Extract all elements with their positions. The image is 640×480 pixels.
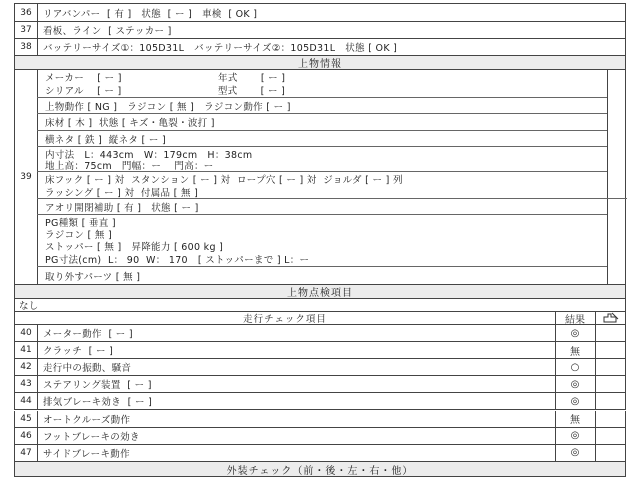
- row-text: 看板、ライン [ ステッカー ]: [43, 26, 172, 37]
- run-check-row: [14, 376, 626, 393]
- row-number: 36: [15, 4, 38, 21]
- check-result: 無: [570, 346, 580, 358]
- row-number: 42: [15, 359, 38, 375]
- floor-line: [37, 114, 607, 131]
- aori-text: アオリ開閉補助 [ 有 ] 状態 [ ー ]: [45, 202, 199, 214]
- row-number: 47: [15, 445, 38, 461]
- hand-pencil-icon-glyph: [602, 312, 620, 324]
- inspect-note: なし: [19, 301, 39, 312]
- run-check-header: 走行チェック項目: [243, 314, 327, 325]
- col-divider: [595, 376, 596, 392]
- row-38: [14, 39, 626, 56]
- section-header-upper: 上物情報: [14, 56, 626, 70]
- col-divider: [595, 428, 596, 444]
- removable-parts-line: [37, 267, 607, 285]
- pg-remote-line: ラジコン [ 無 ]: [45, 229, 112, 241]
- col-divider: [595, 445, 596, 461]
- run-check-row: [14, 342, 626, 359]
- run-check-row: [14, 428, 626, 445]
- col-divider: [595, 342, 596, 358]
- run-check-row: [14, 359, 626, 376]
- inner-dimension-line: 内寸法 L：443cm W：179cm H：38cm: [45, 149, 253, 161]
- upper-operation-line: [37, 98, 607, 114]
- power-gate-group: [37, 215, 607, 267]
- row-number: 40: [15, 325, 38, 341]
- serial-line: シリアル [ ー ] 型式 [ ー ]: [45, 86, 286, 97]
- result-header: 結果: [565, 314, 585, 326]
- section-header-inspect: 上物点検項目: [14, 285, 626, 299]
- check-item-text: フットブレーキの効き: [43, 431, 140, 443]
- item-39-block: [14, 70, 626, 285]
- check-item-text: 排気ブレーキ効き [ ー ]: [43, 397, 153, 409]
- col-divider: [595, 359, 596, 375]
- run-check-row: [14, 445, 626, 462]
- check-result: ◎: [570, 447, 580, 459]
- col-divider: [595, 325, 596, 341]
- ground-height-line: 地上高：75cm 門幅：ー 門高：ー: [45, 160, 214, 172]
- removable-parts-text: 取り外すパーツ [ 無 ]: [45, 272, 141, 283]
- check-result: ◎: [570, 327, 580, 339]
- upper-operation-text: 上物動作 [ NG ] ラジコン [ 無 ] ラジコン動作 [ ー ]: [45, 101, 291, 113]
- section-header-exterior: 外装チェック（前・後・左・右・他）: [14, 462, 626, 477]
- check-item-text: ステアリング装置 [ ー ]: [43, 380, 152, 392]
- pg-size-line: PG寸法(cm) L： 90 W： 170 [ ストッパーまで ] L：ー: [45, 254, 310, 266]
- dimension-group: [37, 147, 607, 172]
- row-number: 38: [15, 39, 38, 55]
- maker-line: メーカー [ ー ] 年式 [ ー ]: [45, 73, 286, 84]
- check-result: ◎: [570, 430, 580, 442]
- run-check-row: [14, 393, 626, 410]
- inspection-sheet: [14, 0, 626, 480]
- check-item-text: オートクルーズ動作: [43, 414, 131, 426]
- hand-pencil-icon[interactable]: [595, 312, 626, 324]
- row-number: 39: [15, 70, 38, 284]
- row-number: 41: [15, 342, 38, 358]
- row-37: [14, 22, 626, 39]
- row-number: 44: [15, 393, 38, 409]
- run-check-header-row: [14, 312, 626, 325]
- aori-line: [37, 199, 607, 215]
- row-36: [14, 4, 626, 22]
- hook-line: 床フック [ ー ] 対 スタンション [ ー ] 対 ロープ穴 [ ー ] 対 ジョルダ [ ー ] 列: [45, 175, 403, 186]
- check-item-text: 走行中の振動、騒音: [43, 363, 132, 375]
- check-item-text: メーター動作 [ ー ]: [43, 329, 133, 341]
- row-number: 43: [15, 376, 38, 392]
- run-check-row: [14, 411, 626, 428]
- pg-stopper-line: ストッパー [ 無 ] 昇降能力 [ 600 kg ]: [45, 241, 224, 253]
- check-item-text: クラッチ [ ー ]: [43, 346, 114, 358]
- beam-text: 横ネタ [ 鉄 ] 縦ネタ [ ー ]: [45, 134, 166, 146]
- row-number: 46: [15, 428, 38, 444]
- run-check-row: [14, 325, 626, 342]
- hook-group: [37, 172, 627, 199]
- check-result: ○: [570, 361, 580, 373]
- lashing-line: ラッシング [ ー ] 対 付属品 [ 無 ]: [45, 188, 199, 199]
- check-item-text: サイドブレーキ動作: [43, 448, 130, 460]
- row-number: 37: [15, 22, 38, 38]
- pg-type-line: PG種類 [ 垂直 ]: [45, 217, 116, 229]
- col-divider: [595, 411, 596, 427]
- check-result: ◎: [570, 378, 580, 390]
- maker-serial-group: [37, 70, 607, 98]
- floor-text: 床材 [ 木 ] 状態 [ キズ・亀裂・波打 ]: [45, 118, 215, 129]
- beam-line: [37, 131, 607, 147]
- check-result: 無: [570, 415, 580, 427]
- col-divider: [595, 393, 596, 409]
- row-number: 45: [15, 411, 38, 427]
- check-result: ◎: [570, 395, 580, 407]
- row-text: リアバンパー [ 有 ] 状態 [ ー ] 車検 [ OK ]: [43, 8, 258, 20]
- row-text: バッテリーサイズ①：105D31L バッテリーサイズ②：105D31L 状態 [ OK ]: [43, 43, 398, 54]
